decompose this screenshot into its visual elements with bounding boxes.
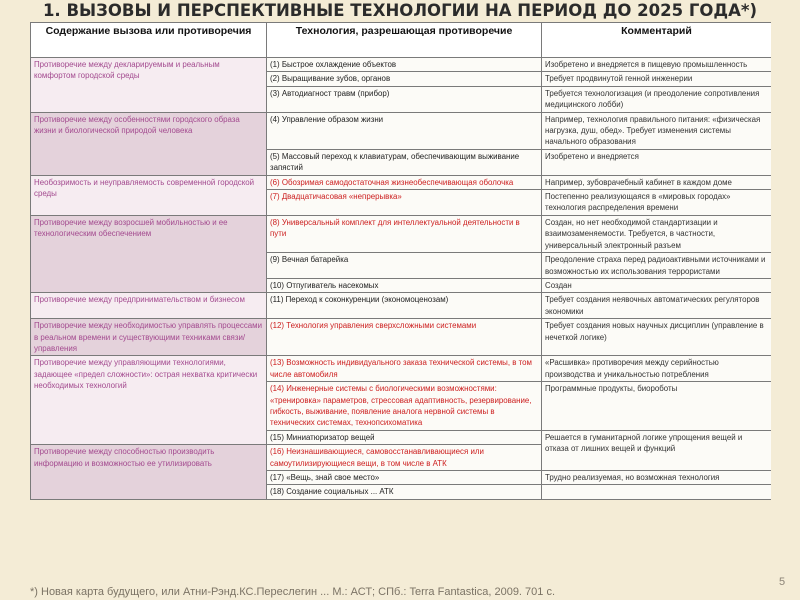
- table-row: [31, 319, 772, 356]
- challenge-cell: Противоречие между управляющими технологиями, задающее «предел сложности»: острая нехватка критически необходимых технологий: [31, 356, 267, 445]
- technology-cell: (12) Технология управления сверхсложными системами: [267, 319, 542, 356]
- comment-cell: Программные продукты, биороботы: [542, 382, 772, 431]
- comment-cell: [542, 485, 772, 499]
- technology-cell: (9) Вечная батарейка: [267, 253, 542, 279]
- technology-cell: (5) Массовый переход к клавиатурам, обеспечивающим выживание запястий: [267, 149, 542, 175]
- header-technology: Технология, разрешающая противоречие: [267, 23, 542, 58]
- technology-cell: (11) Переход к соконкуренции (экономоценозам): [267, 293, 542, 319]
- comment-cell: Требует продвинутой генной инженерии: [542, 72, 772, 86]
- technology-cell: (4) Управление образом жизни: [267, 112, 542, 149]
- comment-cell: Требуется технологизация (и преодоление сопротивления медицинского лобби): [542, 86, 772, 112]
- header-comment: Комментарий: [542, 23, 772, 58]
- challenge-cell: Противоречие между декларируемым и реальным комфортом городской среды: [31, 58, 267, 113]
- table-row: [31, 215, 772, 252]
- table-container: [30, 22, 771, 598]
- technology-cell: (3) Автодиагност травм (прибор): [267, 86, 542, 112]
- comment-cell: Трудно реализуемая, но возможная технология: [542, 471, 772, 485]
- challenge-cell: Противоречие между возросшей мобильностью и ее технологическим обеспечением: [31, 215, 267, 292]
- technology-cell: (7) Двадцатичасовая «непрерывка»: [267, 190, 542, 216]
- challenge-cell: Противоречие между особенностями городского образа жизни и биологической природой человека: [31, 112, 267, 175]
- comment-cell: Создан, но нет необходимой стандартизации и взаимозаменяемости. Требуется, в частности, универсальный электронный разъем: [542, 215, 772, 252]
- technology-cell: (17) «Вещь, знай свое место»: [267, 471, 542, 485]
- comment-cell: Например, зубоврачебный кабинет в каждом доме: [542, 175, 772, 189]
- challenge-cell: Противоречие между способностью производить информацию и возможностью ее утилизировать: [31, 445, 267, 500]
- challenge-cell: Противоречие между предпринимательством и бизнесом: [31, 293, 267, 319]
- comment-cell: Постепенно реализующаяся в «мировых городах» технология распределения времени: [542, 190, 772, 216]
- technology-cell: (16) Неизнашивающиеся, самовосстанавливающиеся или самоутилизирующиеся вещи, в том числе в АТК: [267, 445, 542, 471]
- comment-cell: «Расшивка» противоречия между серийностью производства и уникальностью потребления: [542, 356, 772, 382]
- slide-title: 1. ВЫЗОВЫ И ПЕРСПЕКТИВНЫЕ ТЕХНОЛОГИИ НА ПЕРИОД ДО 2025 ГОДА*): [42, 1, 758, 20]
- comment-cell: Например, технология правильного питания: «физическая нагрузка, душ, обед». Требует изменения системы начального образования: [542, 112, 772, 149]
- comment-cell: Требует создания неявочных автоматических регуляторов экономики: [542, 293, 772, 319]
- table-row: [31, 293, 772, 319]
- technology-cell: (10) Отпугиватель насекомых: [267, 278, 542, 292]
- table-row: [31, 356, 772, 382]
- table-row: [31, 58, 772, 72]
- technology-cell: (13) Возможность индивидуального заказа технической системы, в том числе автомобиля: [267, 356, 542, 382]
- challenge-cell: Противоречие между необходимостью управлять процессами в реальном времени и существующими техниками связи/управления: [31, 319, 267, 356]
- comment-cell: Преодоление страха перед радиоактивными источниками и возможностью их использования террористами: [542, 253, 772, 279]
- header-challenge: Содержание вызова или противоречия: [31, 23, 267, 58]
- table-row: [31, 112, 772, 149]
- comment-cell: Решается в гуманитарной логике упрощения вещей и отказа от лишних вещей и функций: [542, 430, 772, 470]
- technology-cell: (2) Выращивание зубов, органов: [267, 72, 542, 86]
- technology-cell: (18) Создание социальных ... АТК: [267, 485, 542, 499]
- source-footnote: *) Новая карта будущего, или Атни-Рэнд.КС.Переслегин ... М.: АСТ; СПб.: Terra Fantastica, 2009. 701 с.: [30, 586, 556, 598]
- technology-cell: (1) Быстрое охлаждение объектов: [267, 58, 542, 72]
- challenge-cell: Необозримость и неуправляемость современной городской среды: [31, 175, 267, 215]
- technology-cell: (6) Обозримая самодостаточная жизнеобеспечивающая оболочка: [267, 175, 542, 189]
- comment-cell: Требует создания новых научных дисциплин (управление в нечеткой логике): [542, 319, 772, 356]
- comment-cell: Изобретено и внедряется в пищевую промышленность: [542, 58, 772, 72]
- technology-cell: (15) Миниатюризатор вещей: [267, 430, 542, 444]
- challenges-table: [30, 22, 771, 500]
- comment-cell: Создан: [542, 278, 772, 292]
- page-number: 5: [778, 576, 786, 588]
- technology-cell: (14) Инженерные системы с биологическими возможностями: «тренировка» параметров, стрессовая адаптивность, резервирование, гибкость, выживание, появление аналога нервной системы в технических системах, технопсихоматика: [267, 382, 542, 431]
- comment-cell: Изобретено и внедряется: [542, 149, 772, 175]
- technology-cell: (8) Универсальный комплект для интеллектуальной деятельности в пути: [267, 215, 542, 252]
- table-header-row: [31, 23, 772, 58]
- table-row: [31, 175, 772, 189]
